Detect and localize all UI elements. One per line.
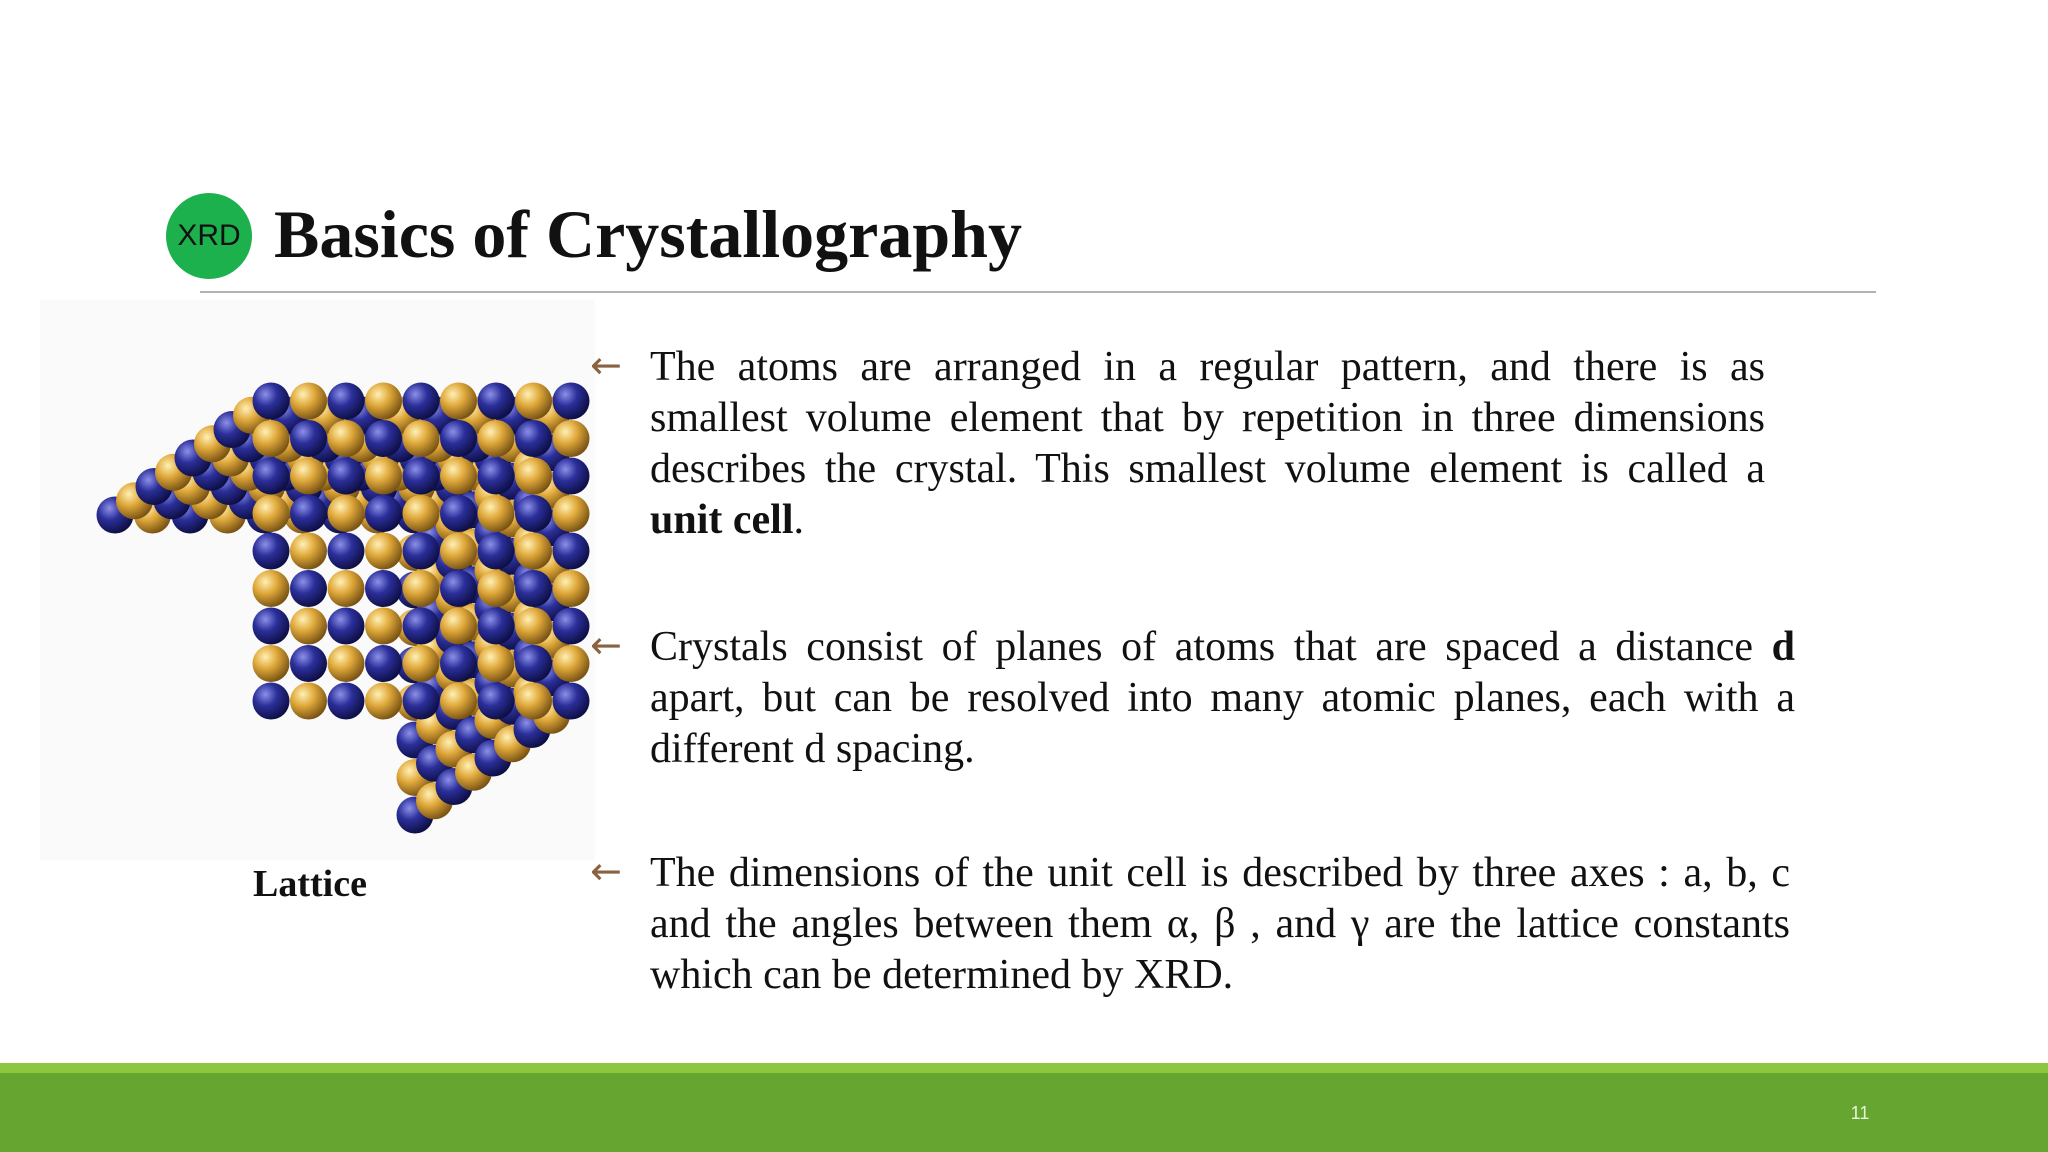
- atom-sphere: [478, 570, 515, 607]
- bullet-text-part: apart, but can be resolved into many atomic planes, each with a different d spacing.: [650, 675, 1795, 772]
- atom-sphere: [403, 495, 440, 532]
- atom-sphere: [253, 608, 290, 645]
- atom-sphere: [440, 645, 477, 682]
- atom-sphere: [440, 420, 477, 457]
- atom-sphere: [478, 458, 515, 495]
- atom-sphere: [478, 383, 515, 420]
- atom-sphere: [553, 683, 590, 720]
- atom-sphere: [440, 533, 477, 570]
- atom-sphere: [553, 645, 590, 682]
- atom-sphere: [253, 420, 290, 457]
- atom-sphere: [440, 383, 477, 420]
- atom-sphere: [553, 420, 590, 457]
- footer-bar: [0, 1073, 2048, 1152]
- atom-sphere: [403, 533, 440, 570]
- atom-sphere: [553, 383, 590, 420]
- figure-caption: Lattice: [253, 863, 367, 905]
- atom-sphere: [403, 608, 440, 645]
- atom-sphere: [253, 383, 290, 420]
- atom-sphere: [553, 570, 590, 607]
- atom-sphere: [365, 683, 402, 720]
- atom-sphere: [253, 533, 290, 570]
- atom-sphere: [440, 458, 477, 495]
- atom-sphere: [553, 608, 590, 645]
- footer-accent-stripe: [0, 1063, 2048, 1073]
- bullet-bold-term: unit cell: [650, 497, 794, 543]
- atom-sphere: [553, 458, 590, 495]
- atom-sphere: [515, 533, 552, 570]
- atom-sphere: [403, 570, 440, 607]
- atom-sphere: [290, 533, 327, 570]
- atom-sphere: [253, 495, 290, 532]
- atom-sphere: [365, 570, 402, 607]
- atom-sphere: [515, 495, 552, 532]
- lattice-cube-image: [95, 375, 615, 865]
- atom-sphere: [403, 420, 440, 457]
- left-arrow-icon: ←: [590, 849, 622, 893]
- xrd-badge: [166, 193, 252, 279]
- atom-sphere: [553, 533, 590, 570]
- atom-sphere: [403, 383, 440, 420]
- atom-sphere: [515, 383, 552, 420]
- atom-sphere: [365, 645, 402, 682]
- atom-sphere: [515, 645, 552, 682]
- atom-sphere: [515, 608, 552, 645]
- atom-sphere: [440, 495, 477, 532]
- atom-sphere: [403, 458, 440, 495]
- atom-sphere: [478, 608, 515, 645]
- badge-label: XRD: [177, 219, 241, 252]
- atom-sphere: [253, 570, 290, 607]
- atom-sphere: [328, 570, 365, 607]
- atom-sphere: [515, 683, 552, 720]
- atom-sphere: [478, 420, 515, 457]
- atom-sphere: [290, 608, 327, 645]
- bullet-text-part: Crystals consist of planes of atoms that are spaced a distance: [650, 624, 1772, 670]
- atom-sphere: [290, 495, 327, 532]
- atom-sphere: [365, 495, 402, 532]
- atom-sphere: [328, 683, 365, 720]
- atom-sphere: [478, 495, 515, 532]
- bullet-bold-term: d: [1771, 624, 1795, 670]
- atom-sphere: [515, 420, 552, 457]
- atom-sphere: [403, 645, 440, 682]
- title-divider: [200, 291, 1876, 293]
- atom-sphere: [365, 458, 402, 495]
- atom-sphere: [478, 683, 515, 720]
- atom-sphere: [440, 570, 477, 607]
- atom-sphere: [440, 683, 477, 720]
- atom-sphere: [365, 383, 402, 420]
- atom-sphere: [290, 645, 327, 682]
- atom-sphere: [328, 533, 365, 570]
- atom-sphere: [290, 420, 327, 457]
- bullet-text-part: The atoms are arranged in a regular pattern, and there is as smallest volume element that by repetition in three dimensions describes the crystal. This smallest volume element is called a: [650, 344, 1765, 492]
- atom-sphere: [290, 383, 327, 420]
- atom-sphere: [440, 608, 477, 645]
- atom-sphere: [253, 683, 290, 720]
- atom-sphere: [478, 645, 515, 682]
- atom-sphere: [365, 533, 402, 570]
- bullet-text: The dimensions of the unit cell is described by three axes : a, b, c and the angles between them α, β , and γ are the lattice constants which can be determined by XRD.: [650, 850, 1790, 998]
- atom-sphere: [290, 683, 327, 720]
- atom-sphere: [253, 458, 290, 495]
- slide-title: Basics of Crystallography: [274, 196, 1022, 272]
- atom-sphere: [328, 420, 365, 457]
- atom-sphere: [553, 495, 590, 532]
- atom-sphere: [328, 645, 365, 682]
- atom-sphere: [290, 458, 327, 495]
- left-arrow-icon: ←: [590, 343, 622, 387]
- atom-sphere: [365, 608, 402, 645]
- atom-sphere: [515, 458, 552, 495]
- atom-sphere: [403, 683, 440, 720]
- atom-sphere: [328, 458, 365, 495]
- atom-sphere: [253, 645, 290, 682]
- bullet-text: [650, 622, 1795, 775]
- page-number: 11: [1850, 1103, 1870, 1123]
- atom-sphere: [515, 570, 552, 607]
- atom-sphere: [328, 495, 365, 532]
- atom-sphere: [328, 383, 365, 420]
- atom-sphere: [478, 533, 515, 570]
- bullet-text: [650, 342, 1765, 546]
- atom-sphere: [365, 420, 402, 457]
- atom-sphere: [290, 570, 327, 607]
- lattice-figure: [40, 300, 595, 860]
- bullet-text-part: .: [793, 497, 804, 543]
- left-arrow-icon: ←: [590, 623, 622, 667]
- atom-sphere: [328, 608, 365, 645]
